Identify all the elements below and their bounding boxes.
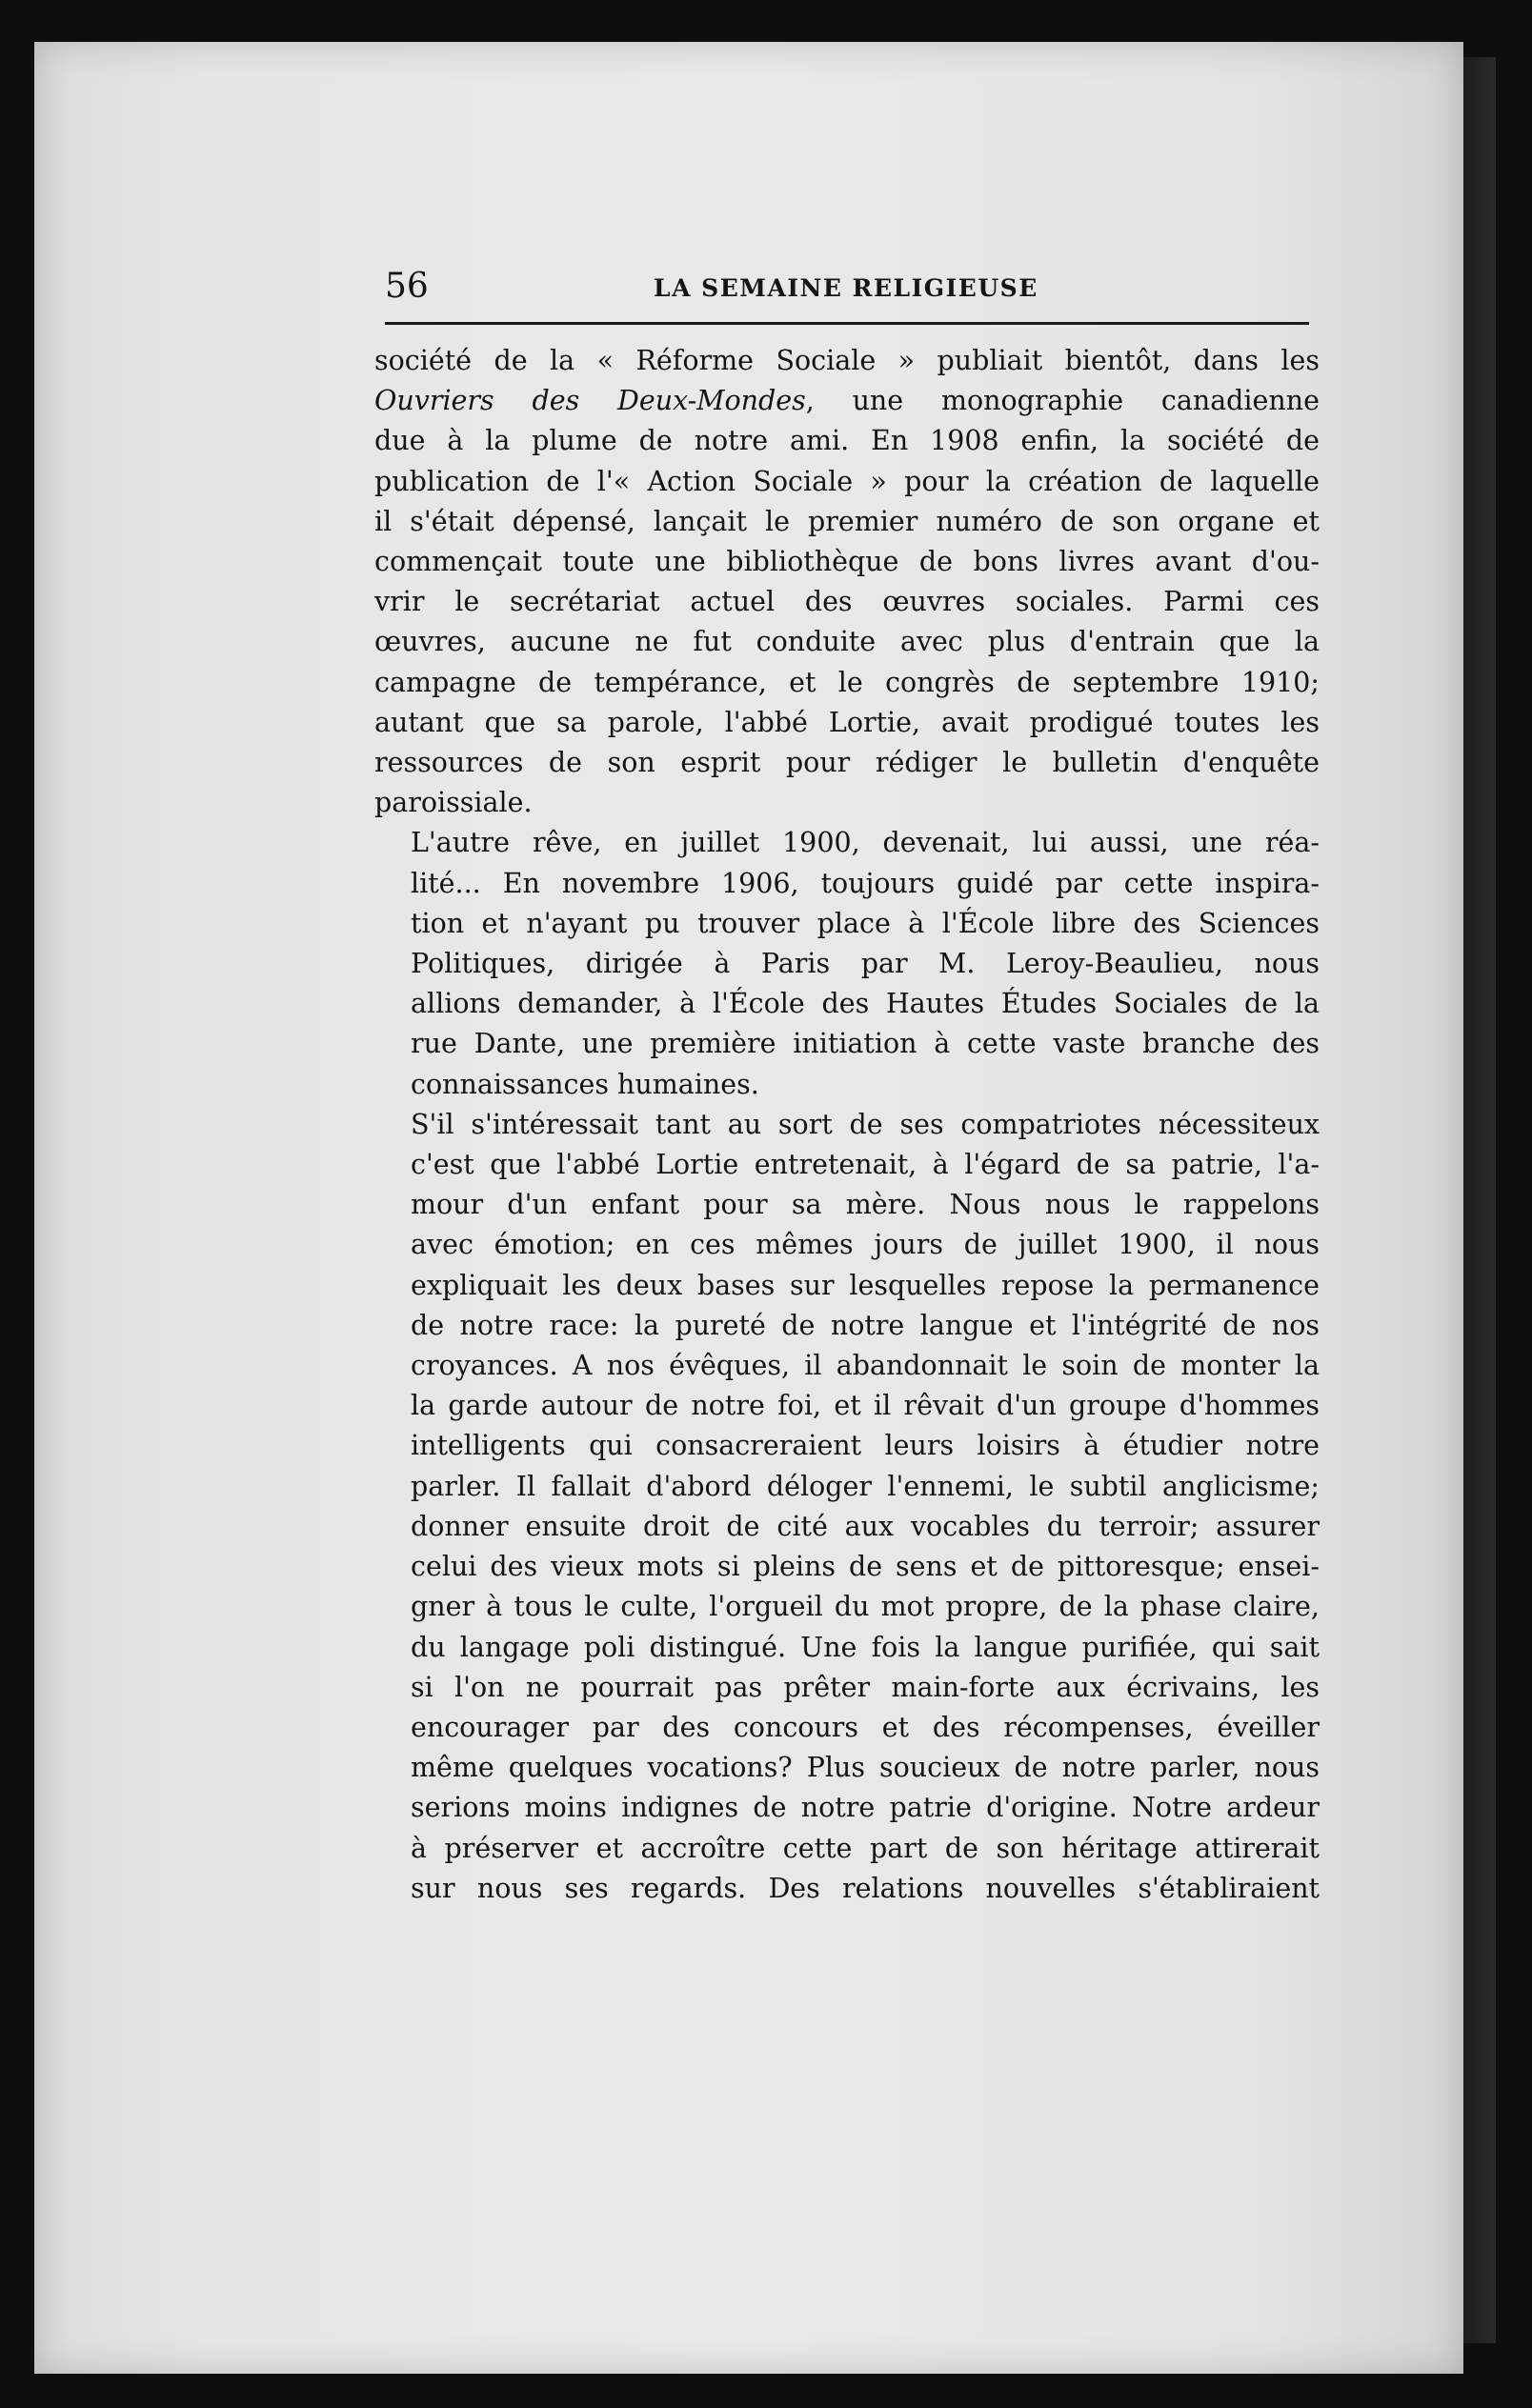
text-line: serions moins indignes de notre patrie d'origine. Notre ardeur [411, 1792, 1320, 1824]
text-line: intelligents qui consacreraient leurs loisirs à étudier notre [411, 1430, 1320, 1462]
book-title-italic: Ouvriers des Deux-Mondes [374, 385, 806, 417]
text-line-content: Ouvriers des Deux-Mondes, une monographie canadienne [374, 385, 1320, 417]
text-line: mour d'un enfant pour sa mère. Nous nous le rappelons [411, 1189, 1320, 1221]
paragraph-2 [374, 823, 1320, 1104]
text-line: sur nous ses regards. Des relations nouvelles s'établiraient [411, 1872, 1320, 1904]
text-line: celui des vieux mots si pleins de sens et de pittoresque; ensei- [411, 1551, 1320, 1583]
text-line: connaissances humaines. [411, 1068, 759, 1100]
text-line: commençait toute une bibliothèque de bons livres avant d'ou- [374, 546, 1320, 578]
text-line: avec émotion; en ces mêmes jours de juillet 1900, il nous [411, 1229, 1320, 1261]
text-line: œuvres, aucune ne fut conduite avec plus d'entrain que la [374, 626, 1320, 658]
text-line: expliquait les deux bases sur lesquelles repose la permanence [411, 1269, 1320, 1301]
text-line: encourager par des concours et des récompenses, éveiller [411, 1711, 1320, 1743]
text-line: tion et n'ayant pu trouver place à l'École libre des Sciences [411, 907, 1320, 939]
text-line: paroissiale. [374, 787, 533, 819]
text-line: parler. Il fallait d'abord déloger l'ennemi, le subtil anglicisme; [411, 1470, 1320, 1502]
header-rule [385, 322, 1309, 325]
text-line: c'est que l'abbé Lortie entretenait, à l'égard de sa patrie, l'a- [411, 1149, 1320, 1181]
text-line: allions demander, à l'École des Hautes Études Sociales de la [411, 988, 1320, 1020]
text-line: la garde autour de notre foi, et il rêvait d'un groupe d'hommes [411, 1390, 1320, 1422]
body-text [374, 341, 1320, 1909]
text-line: il s'était dépensé, lançait le premier numéro de son organe et [374, 505, 1320, 537]
text-line: lité... En novembre 1906, toujours guidé par cette inspira- [411, 867, 1320, 899]
text-line: campagne de tempérance, et le congrès de septembre 1910; [374, 666, 1320, 698]
text-line: rue Dante, une première initiation à cette vaste branche des [411, 1028, 1320, 1060]
text-line: S'il s'intéressait tant au sort de ses compatriotes nécessiteux [411, 1108, 1320, 1140]
text-line: à préserver et accroître cette part de son héritage attirerait [411, 1832, 1320, 1864]
text-line: si l'on ne pourrait pas prêter main-forte aux écrivains, les [411, 1671, 1320, 1703]
text-line: croyances. A nos évêques, il abandonnait le soin de monter la [411, 1350, 1320, 1382]
text-line: L'autre rêve, en juillet 1900, devenait, lui aussi, une réa- [411, 827, 1320, 859]
text-line: de notre race: la pureté de notre langue et l'intégrité de nos [411, 1309, 1320, 1341]
paragraph-1 [374, 341, 1320, 823]
text-line: vrir le secrétariat actuel des œuvres sociales. Parmi ces [374, 586, 1320, 618]
text-line [374, 381, 1320, 421]
text-line: publication de l'« Action Sociale » pour la création de laquelle [374, 465, 1320, 497]
text-line: société de la « Réforme Sociale » publiait bientôt, dans les [374, 345, 1320, 376]
text-line: ressources de son esprit pour rédiger le bulletin d'enquête [374, 747, 1320, 779]
text-line: donner ensuite droit de cité aux vocables du terroir; assurer [411, 1510, 1320, 1542]
paragraph-3 [374, 1105, 1320, 1909]
text-line: due à la plume de notre ami. En 1908 enfin, la société de [374, 425, 1320, 457]
running-title: LA SEMAINE RELIGIEUSE [654, 274, 1038, 302]
text-line: gner à tous le culte, l'orgueil du mot propre, de la phase claire, [411, 1591, 1320, 1623]
text-line: même quelques vocations? Plus soucieux de notre parler, nous [411, 1752, 1320, 1784]
text-line: Politiques, dirigée à Paris par M. Leroy-Beaulieu, nous [411, 948, 1320, 980]
text-line: du langage poli distingué. Une fois la langue purifiée, qui sait [411, 1631, 1320, 1663]
text-line: autant que sa parole, l'abbé Lortie, avait prodigué toutes les [374, 706, 1320, 738]
page-header [385, 267, 1309, 314]
page-number: 56 [385, 267, 429, 306]
